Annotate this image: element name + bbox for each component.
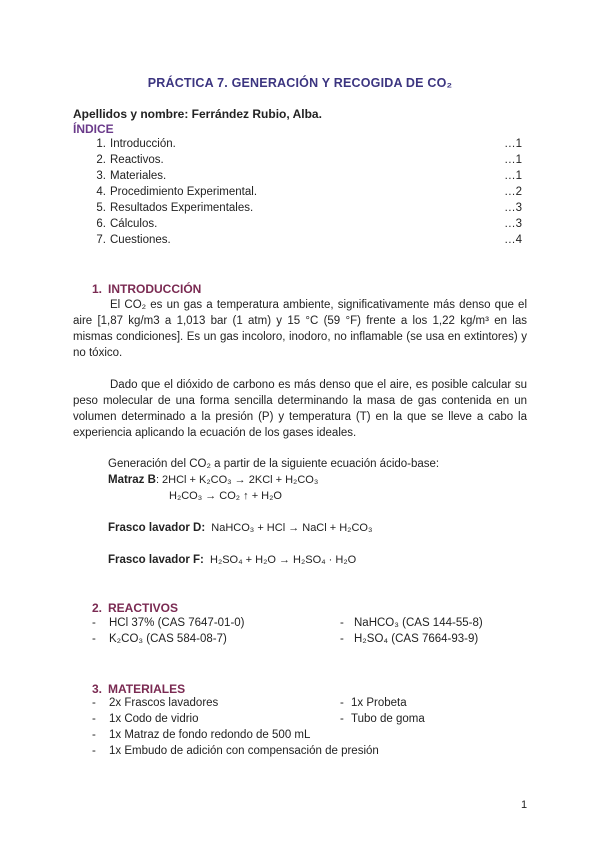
list-bullet: - [92, 697, 96, 709]
list-bullet: - [92, 729, 96, 741]
list-bullet: - [92, 633, 96, 645]
intro-paragraph-1: El CO₂ es un gas a temperatura ambiente, significativamente más denso que el aire [1,87 kg/m3 a 1,013 bar (1 atm) y 15 °C (59 °F) frente a los 1,22 kg/m³ en las mismas condiciones]. Es un gas incoloro, inodoro, no inflamable (se usa en extintores) y no tóxico. [73, 299, 527, 359]
section-heading-introduccion: 1. INTRODUCCIÓN [92, 282, 202, 296]
material-item: 1x Probeta [351, 697, 407, 709]
toc-item: 2. Reactivos. …1 [96, 154, 522, 166]
reactivo-item: HCl 37% (CAS 7647-01-0) [109, 617, 245, 629]
section-heading-reactivos: 2. REACTIVOS [92, 601, 179, 615]
list-bullet: - [340, 617, 344, 629]
material-item: 1x Embudo de adición con compensación de presión [109, 745, 379, 757]
list-bullet: - [340, 633, 344, 645]
reactivo-item: NaHCO₃ (CAS 144-55-8) [354, 617, 483, 629]
section-heading-materiales: 3. MATERIALES [92, 682, 186, 696]
list-bullet: - [92, 713, 96, 725]
reactivo-item: K₂CO₃ (CAS 584-08-7) [109, 633, 227, 645]
intro-paragraph-2: Dado que el dióxido de carbono es más denso que el aire, es posible calcular su peso molecular de una forma sencilla determinando la masa de gas contenida en un volumen determinado a la presión (P) y temperatura (T) en la que se lleve a cabo la experiencia aplicando la ecuación de los gases ideales. [73, 379, 527, 439]
index-heading: ÍNDICE [73, 122, 114, 136]
table-of-contents [92, 138, 522, 250]
equations-intro: Generación del CO₂ a partir de la siguiente ecuación ácido-base: [108, 458, 440, 470]
material-item: 2x Frascos lavadores [109, 697, 219, 709]
list-bullet: - [340, 713, 344, 725]
list-bullet: - [92, 617, 96, 629]
reactivo-item: H₂SO₄ (CAS 7664-93-9) [354, 633, 479, 645]
material-item: 1x Matraz de fondo redondo de 500 mL [109, 729, 311, 741]
list-bullet: - [92, 745, 96, 757]
page-number: 1 [521, 799, 528, 811]
matraz-equation-1: Matraz B: 2HCl + K₂CO₃ → 2KCl + H₂CO₃ [108, 474, 319, 486]
toc-item: 4. Procedimiento Experimental. …2 [96, 186, 522, 198]
toc-item: 1. Introducción. …1 [96, 138, 522, 150]
toc-item: 3. Materiales. …1 [96, 170, 522, 182]
material-item: Tubo de goma [351, 713, 425, 725]
toc-item: 7. Cuestiones. …4 [96, 234, 522, 246]
material-item: 1x Codo de vidrio [109, 713, 199, 725]
frasco-d-equation: Frasco lavador D: NaHCO₃ + HCl → NaCl + H₂CO₃ [108, 522, 373, 534]
toc-item: 5. Resultados Experimentales. …3 [96, 202, 522, 214]
toc-item: 6. Cálculos. …3 [96, 218, 522, 230]
matraz-equation-2: H₂CO₃ → CO₂ ↑ + H₂O [169, 490, 282, 502]
frasco-f-equation: Frasco lavador F: H₂SO₄ + H₂O → H₂SO₄ · H₂O [108, 554, 357, 566]
author-line: Apellidos y nombre: Ferrández Rubio, Alba. [73, 107, 322, 121]
list-bullet: - [340, 697, 344, 709]
page-title: PRÁCTICA 7. GENERACIÓN Y RECOGIDA DE CO₂ [147, 76, 453, 90]
